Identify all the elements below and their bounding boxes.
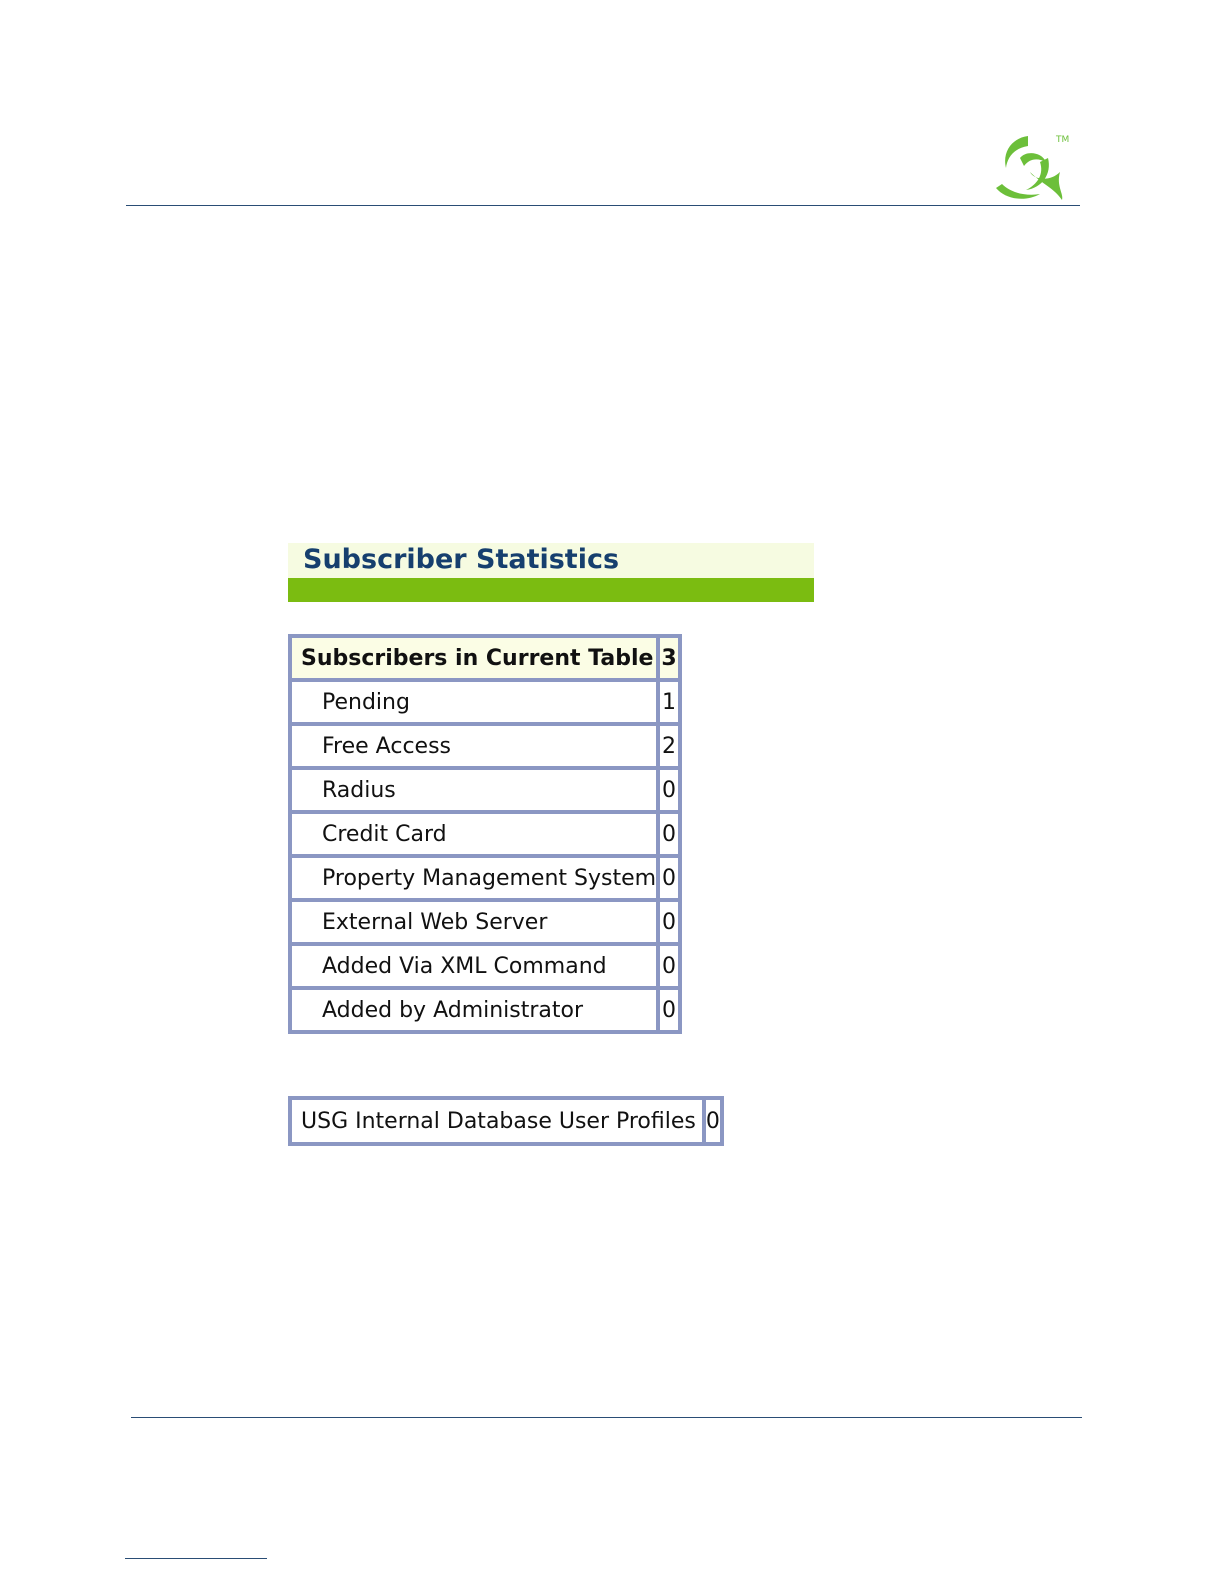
row-label: Free Access xyxy=(290,724,658,768)
user-profiles-table xyxy=(288,1096,724,1146)
row-value: 0 xyxy=(658,856,680,900)
table-row xyxy=(290,988,680,1032)
company-logo-icon xyxy=(990,128,1074,204)
row-label: Pending xyxy=(290,680,658,724)
row-value: 0 xyxy=(658,900,680,944)
row-label: External Web Server xyxy=(290,900,658,944)
table-row xyxy=(290,856,680,900)
row-value: 2 xyxy=(658,724,680,768)
table-row xyxy=(290,944,680,988)
row-value: 0 xyxy=(658,944,680,988)
profiles-value: 0 xyxy=(704,1098,722,1144)
row-value: 1 xyxy=(658,680,680,724)
header-rule xyxy=(126,205,1080,206)
row-label: Credit Card xyxy=(290,812,658,856)
row-value: 0 xyxy=(658,988,680,1032)
trademark-mark: TM xyxy=(1056,135,1070,145)
row-label: Radius xyxy=(290,768,658,812)
row-label: Property Management System xyxy=(290,856,658,900)
footer-rule xyxy=(131,1417,1082,1418)
table-row xyxy=(290,680,680,724)
row-value: 0 xyxy=(658,768,680,812)
panel-title: Subscriber Statistics xyxy=(303,544,620,575)
row-label: Added Via XML Command xyxy=(290,944,658,988)
panel-accent-bar xyxy=(288,578,814,602)
table-row xyxy=(290,768,680,812)
panel-title-bar xyxy=(288,543,814,578)
row-value: 0 xyxy=(658,812,680,856)
subscribers-table xyxy=(288,634,682,1034)
header-value: 3 xyxy=(658,636,680,680)
table-row xyxy=(290,724,680,768)
table-row xyxy=(290,812,680,856)
row-label: Added by Administrator xyxy=(290,988,658,1032)
footnote-rule xyxy=(125,1558,267,1559)
table-header-row xyxy=(290,636,680,680)
table-row xyxy=(290,900,680,944)
profiles-label: USG Internal Database User Profiles xyxy=(290,1098,704,1144)
table-row xyxy=(290,1098,722,1144)
header-label: Subscribers in Current Table xyxy=(290,636,658,680)
